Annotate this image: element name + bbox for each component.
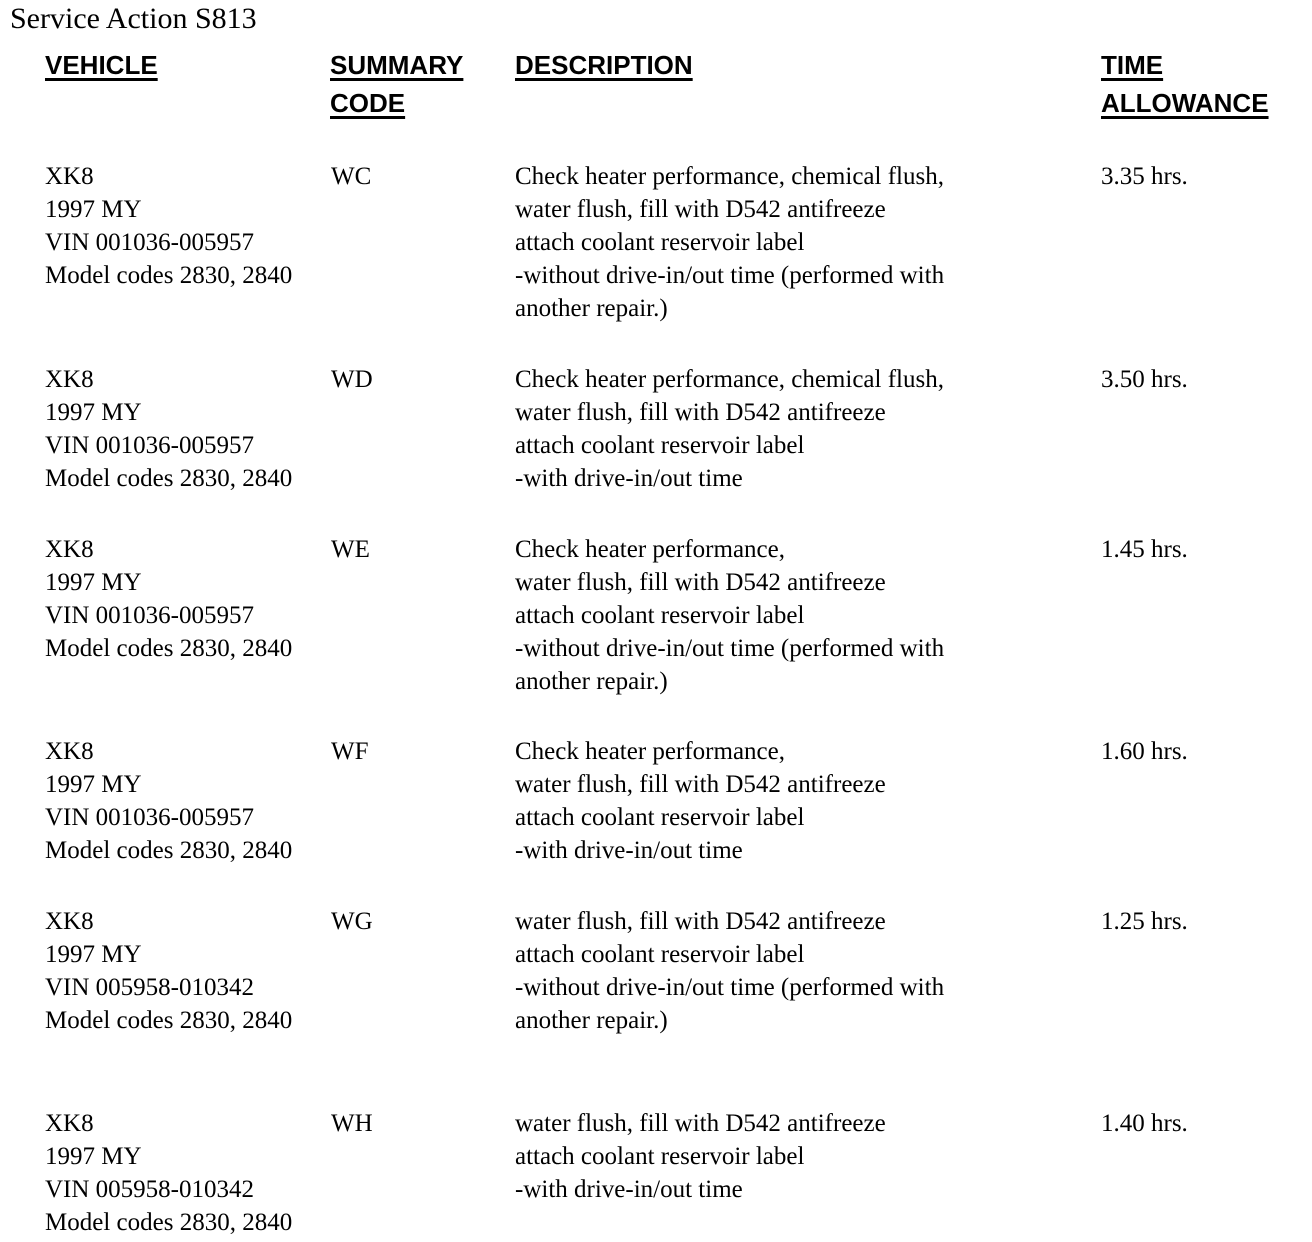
vehicle-line: XK8	[45, 908, 94, 935]
header-time-allowance-line: TIME	[1101, 50, 1164, 80]
summary-code-cell: WC	[331, 163, 372, 190]
vehicle-line: XK8	[45, 163, 94, 190]
description-line: attach coolant reservoir label	[515, 804, 805, 831]
vehicle-line: 1997 MY	[45, 569, 142, 596]
vehicle-line: Model codes 2830, 2840	[45, 1209, 293, 1236]
time-allowance-cell: 3.35 hrs.	[1101, 163, 1188, 190]
description-line: attach coolant reservoir label	[515, 941, 805, 968]
description-line: attach coolant reservoir label	[515, 432, 805, 459]
time-allowance-cell: 3.50 hrs.	[1101, 366, 1188, 393]
description-line: -without drive-in/out time (performed with	[515, 262, 945, 289]
vehicle-cell	[45, 533, 292, 665]
description-line: -with drive-in/out time	[515, 837, 743, 864]
vehicle-cell	[45, 160, 292, 292]
vehicle-line: Model codes 2830, 2840	[45, 465, 293, 492]
vehicle-cell	[45, 1107, 292, 1239]
vehicle-cell	[45, 735, 292, 867]
vehicle-line: 1997 MY	[45, 196, 142, 223]
description-line: Check heater performance,	[515, 738, 785, 765]
description-line: water flush, fill with D542 antifreeze	[515, 196, 886, 223]
description-line: -without drive-in/out time (performed with	[515, 974, 945, 1001]
vehicle-cell	[45, 363, 292, 495]
description-line: attach coolant reservoir label	[515, 229, 805, 256]
header-time-allowance	[1101, 46, 1269, 122]
vehicle-line: Model codes 2830, 2840	[45, 635, 293, 662]
header-description	[515, 46, 693, 84]
vehicle-line: VIN 001036-005957	[45, 432, 255, 459]
description-line: another repair.)	[515, 295, 668, 322]
vehicle-line: VIN 001036-005957	[45, 602, 255, 629]
description-cell	[515, 160, 944, 325]
header-vehicle-line: VEHICLE	[45, 50, 158, 80]
description-line: water flush, fill with D542 antifreeze	[515, 399, 886, 426]
description-line: -with drive-in/out time	[515, 465, 743, 492]
summary-code-cell: WG	[331, 908, 373, 935]
summary-code-cell: WH	[331, 1110, 373, 1137]
description-line: another repair.)	[515, 668, 668, 695]
description-line: Check heater performance, chemical flush,	[515, 163, 944, 190]
time-allowance-cell: 1.60 hrs.	[1101, 738, 1188, 765]
vehicle-line: XK8	[45, 738, 94, 765]
description-line: -without drive-in/out time (performed with	[515, 635, 945, 662]
vehicle-line: XK8	[45, 536, 94, 563]
vehicle-line: VIN 001036-005957	[45, 229, 255, 256]
description-line: water flush, fill with D542 antifreeze	[515, 771, 886, 798]
description-line: water flush, fill with D542 antifreeze	[515, 908, 886, 935]
description-line: Check heater performance, chemical flush,	[515, 366, 944, 393]
description-line: attach coolant reservoir label	[515, 1143, 805, 1170]
vehicle-line: VIN 005958-010342	[45, 974, 255, 1001]
vehicle-line: VIN 001036-005957	[45, 804, 255, 831]
vehicle-line: 1997 MY	[45, 399, 142, 426]
vehicle-line: Model codes 2830, 2840	[45, 1007, 293, 1034]
description-line: attach coolant reservoir label	[515, 602, 805, 629]
vehicle-cell	[45, 905, 292, 1037]
header-description-line: DESCRIPTION	[515, 50, 693, 80]
document-title: Service Action S813	[10, 2, 257, 35]
summary-code-cell: WE	[331, 536, 370, 563]
header-summary-code-line: SUMMARY	[330, 50, 464, 80]
description-line: -with drive-in/out time	[515, 1176, 743, 1203]
vehicle-line: 1997 MY	[45, 771, 142, 798]
vehicle-line: Model codes 2830, 2840	[45, 262, 293, 289]
description-line: Check heater performance,	[515, 536, 785, 563]
description-cell	[515, 1107, 886, 1206]
summary-code-cell: WF	[331, 738, 369, 765]
vehicle-line: 1997 MY	[45, 1143, 142, 1170]
vehicle-line: VIN 005958-010342	[45, 1176, 255, 1203]
description-line: water flush, fill with D542 antifreeze	[515, 1110, 886, 1137]
vehicle-line: XK8	[45, 1110, 94, 1137]
time-allowance-cell: 1.40 hrs.	[1101, 1110, 1188, 1137]
header-time-allowance-line: ALLOWANCE	[1101, 88, 1269, 118]
description-line: another repair.)	[515, 1007, 668, 1034]
header-summary-code-line: CODE	[330, 88, 406, 118]
time-allowance-cell: 1.45 hrs.	[1101, 536, 1188, 563]
vehicle-line: Model codes 2830, 2840	[45, 837, 293, 864]
summary-code-cell: WD	[331, 366, 373, 393]
description-line: water flush, fill with D542 antifreeze	[515, 569, 886, 596]
vehicle-line: 1997 MY	[45, 941, 142, 968]
description-cell	[515, 735, 886, 867]
header-summary-code	[330, 46, 463, 122]
header-vehicle	[45, 46, 158, 84]
description-cell	[515, 905, 944, 1037]
time-allowance-cell: 1.25 hrs.	[1101, 908, 1188, 935]
description-cell	[515, 363, 944, 495]
vehicle-line: XK8	[45, 366, 94, 393]
description-cell	[515, 533, 944, 698]
